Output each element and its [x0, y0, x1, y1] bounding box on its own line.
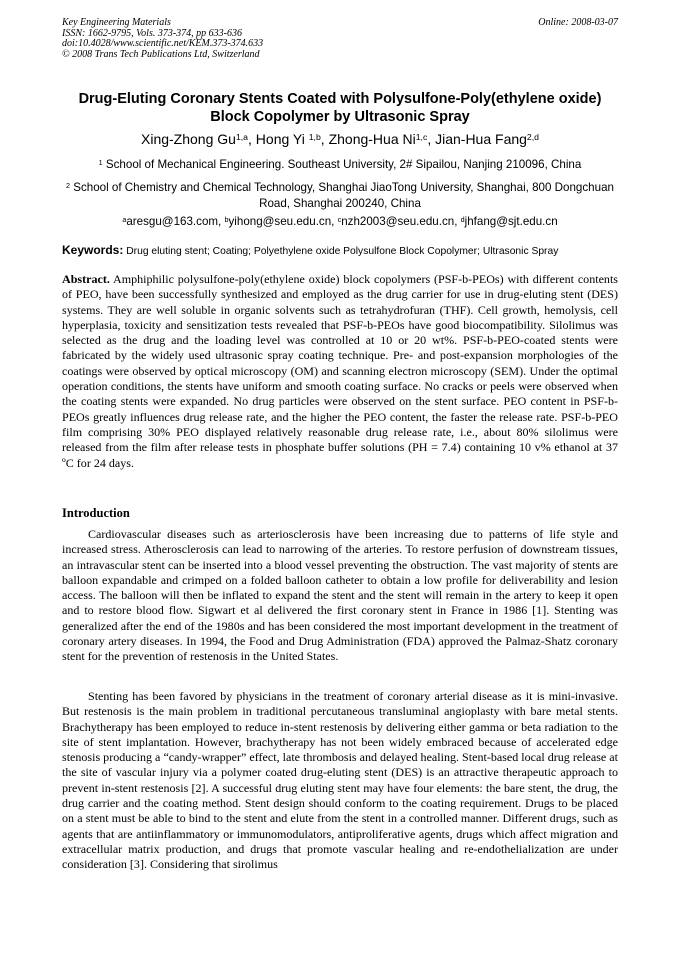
affiliation-text: School of Mechanical Engineering. Southeast University, 2# Sipailou, Nanjing 210096, China [105, 158, 582, 171]
email-mark: c [337, 214, 342, 224]
author-name: Jian-Hua Fang [435, 131, 527, 147]
section-heading-introduction: Introduction [62, 506, 130, 520]
email-address[interactable]: jhfang@sjt.edu.cn [464, 215, 558, 228]
journal-name: Key Engineering Materials [62, 17, 171, 28]
copyright-line: © 2008 Trans Tech Publications Ltd, Switzerland [62, 48, 260, 60]
author-list: Xing-Zhong Gu$^{1,a}$, Hong Yi $^{1,b}$, Zhong-Hua Ni$^{1,c}$, Jian-Hua Fang$^{2,d}$ [141, 131, 539, 147]
author-name: Xing-Zhong Gu [141, 131, 236, 147]
email-mark: b [224, 214, 229, 224]
abstract-label: Abstract. [62, 272, 110, 286]
email-address[interactable]: aresgu@163.com [126, 215, 219, 228]
intro-paragraph-1: Cardiovascular diseases such as arteriosclerosis have been increasing due to patterns of life style and increased stress. Atherosclerosis can lead to narrowing of the arteries. To restore perfusion of downstream tissues, an intravascular stent can be inserted into a blood vessel preventing the obstruction. The vast majority of stents are balloon expandable and crimped on a folded balloon catheter to obtain a low profile for deliverability and lesion access. The balloon will then be inflated to expand the stent and the stent will remain in the artery to keep it open and to restore blood flow. Sigwart et al delivered the first coronary stent in France in 1986 [1]. Stenting was generalized after the end of the 1980s and has been considered the most important development in the treatment of coronary artery diseases. In 1994, the Food and Drug Administration (FDA) approved the Palmaz-Shatz coronary stent for the prevention of restenosis in the United States. [62, 527, 618, 664]
email-address[interactable]: yihong@seu.edu.cn [228, 215, 332, 228]
keywords-label: Keywords: [62, 243, 124, 257]
doi-line: doi:10.4028/www.scientific.net/KEM.373-374.633 [62, 38, 264, 50]
issn-line: ISSN: 1662-9795, Vols. 373-374, pp 633-636 [62, 27, 242, 39]
affiliation-mark: 1 [98, 157, 103, 167]
email-address[interactable]: nzh2003@seu.edu.cn [341, 215, 455, 228]
email-mark: a [122, 214, 127, 224]
author-name: Zhong-Hua Ni [328, 131, 416, 147]
affiliation-mark: 2 [66, 180, 71, 190]
author-name: Hong Yi [255, 131, 305, 147]
author-affiliation-mark: 1,a [235, 132, 249, 143]
author-affiliation-mark: 1,b [308, 132, 321, 143]
affiliation-2 [62, 180, 618, 211]
abstract-text: Amphiphilic polysulfone-poly(ethylene oxide) block copolymers (PSF-b-PEOs) with different contents of PEO, have been successfully synthesized and employed as the drug carrier for use in drug-eluting stent (DES) systems. They are well soluble in organic solvents such as tetrahydrofuran (THF). Cell growth, hemolysis, cell hyperplasia, toxicity and sensitization tests revealed that PSF-b-PEOs have good biocompatibility. Silolimus was selected as the drug and the loading level was controlled at 10 or 20 wt%. PSF-b-PEO-coated stents were fabricated by the widely used ultrasonic spray coating technique. Pre- and post-expansion morphologies of the coatings were observed by optical microscopy (OM) and scanning electron microscopy (SEM). Under the optimal operation conditions, the stents have uniform and smooth coating surface. No cracks or peels were observed when the coating stents were expanded. No drug particles were observed on the stent surface. PEO content in PSF-b-PEOs greatly influences drug release rate, and the higher the PEO content, the faster the release rate. PSF-b-PEO film comprising 30% PEO displayed relatively reasonable drug release rate, i.e., about 80% silolimus were released from the film after release tests in phosphate buffer solutions (PH = 7.4) containing 10 v% ethanol at 37 ºC for 24 days. [62, 272, 618, 470]
author-affiliation-mark: 2,d [526, 132, 539, 143]
publication-meta [62, 18, 618, 60]
abstract [62, 272, 618, 471]
intro-paragraph-2: Stenting has been favored by physicians in the treatment of coronary arterial disease as it is mini-invasive. But restenosis is the main problem in traditional percutaneous transluminal angioplasty with bare metal stents. Brachytherapy has been employed to reduce in-stent restenosis by delivering either gamma or beta radiation to the site of stent implantation. However, brachytherapy has not been widely embraced because of accelerated edge stenosis producing a “candy-wrapper” effect, late thrombosis and delayed healing. Stent-based local drug release at the site of vascular injury via a polymer coated drug-eluting stent (DES) is an attractive therapeutic approach to prevent in-stent restenosis [2]. A successful drug eluting stent may have four elements: the bare stent, the drug, the drug carrier and the coating method. Stent design should conform to the coating requirement. Drugs to be placed on a stent must be able to bind to the stent and elute from the stent in a controlled manner. Different drugs, such as agents that are antiinflammatory or immunomodulators, antiproliferative agents, drugs which affect migration and extracellular matrix production, and drugs that promote vascular healing and re-endothelialization are under consideration [3]. Considering that sirolimus [62, 689, 618, 872]
keywords-text: Drug eluting stent; Coating; Polyethylene oxide Polysulfone Block Copolymer; Ultrasonic Spray [126, 246, 559, 257]
affiliation-1 [62, 157, 618, 173]
affiliation-text: School of Chemistry and Chemical Technology, Shanghai JiaoTong University, Shanghai, 800 Dongchuan Road, Shanghai 200240, China [73, 181, 614, 210]
online-date: Online: 2008-03-07 [538, 17, 618, 28]
keywords-line [62, 244, 618, 258]
author-affiliation-mark: 1,c [415, 132, 428, 143]
paper-title: Drug-Eluting Coronary Stents Coated with Polysulfone-Poly(ethylene oxide) Block Copolymer by Ultrasonic Spray [78, 91, 602, 125]
email-mark: d [460, 214, 465, 224]
author-emails: $^a$aresgu@163.com, $^b$yihong@seu.edu.cn, $^c$nzh2003@seu.edu.cn, $^d$jhfang@sjt.edu.cn [122, 214, 558, 228]
